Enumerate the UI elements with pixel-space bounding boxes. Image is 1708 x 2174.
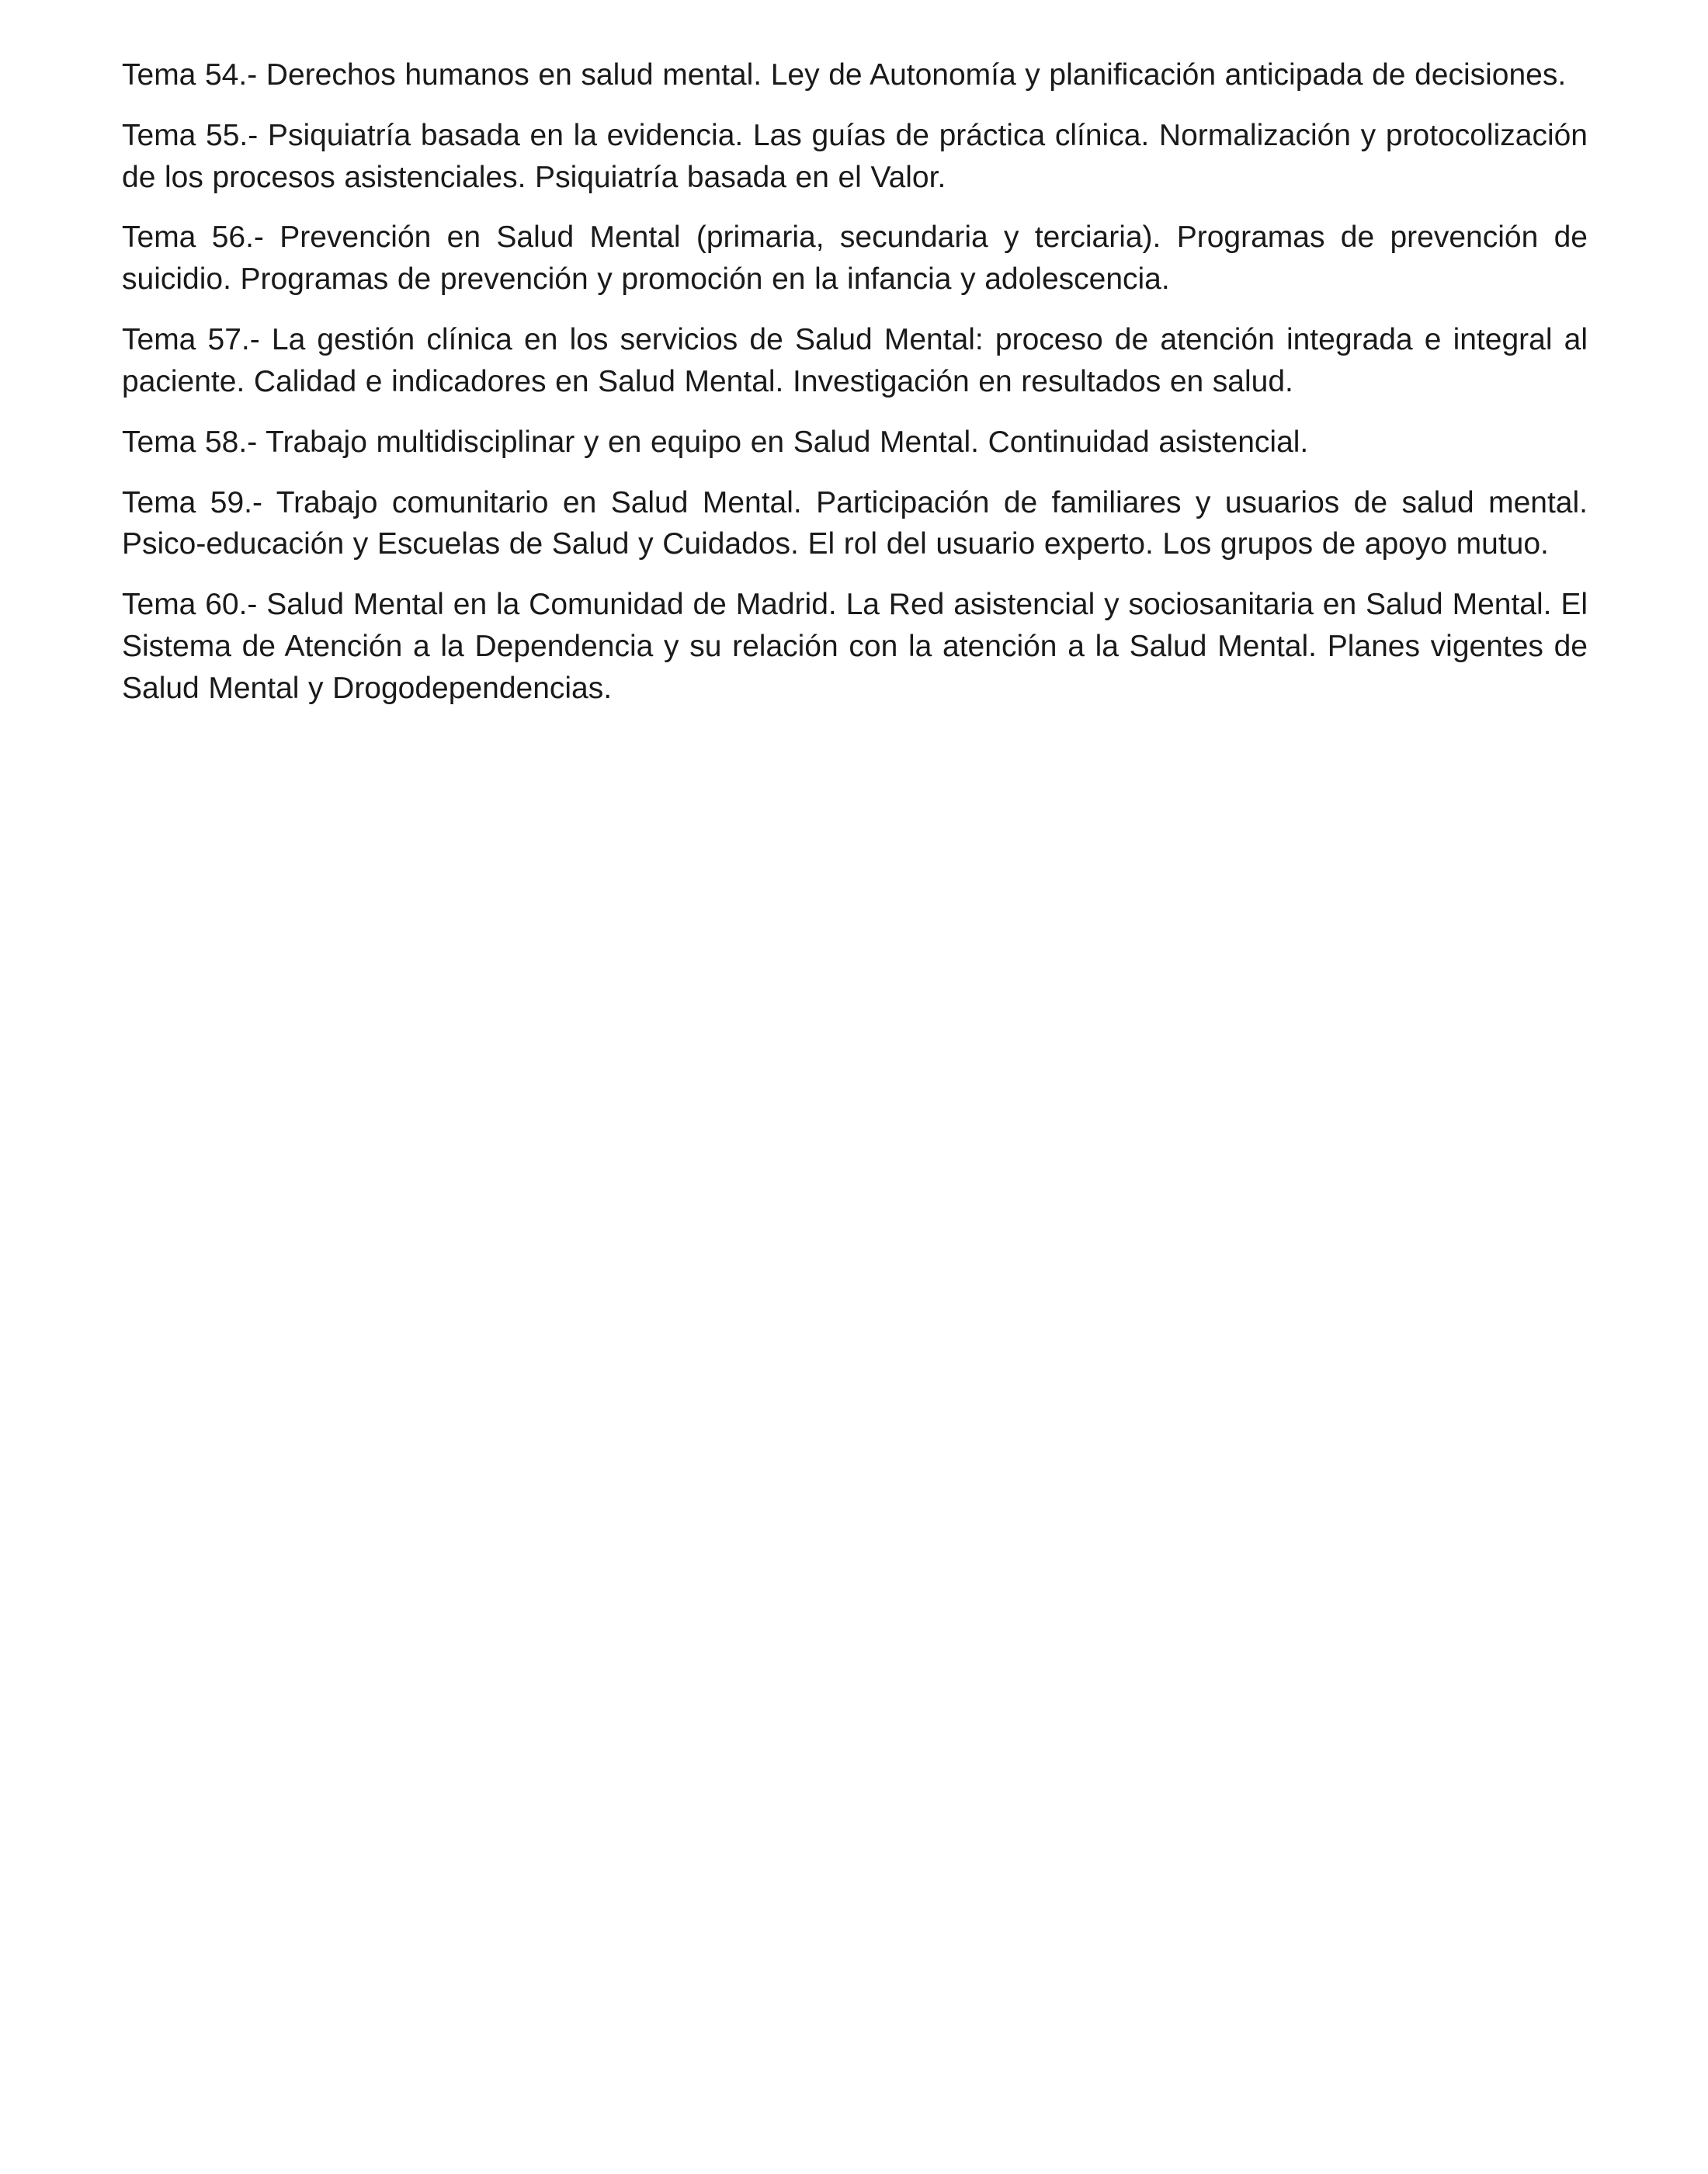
paragraph-tema-59: Tema 59.- Trabajo comunitario en Salud Mental. Participación de familiares y usuarios de salud mental. Psico-educación y Escuelas de Salud y Cuidados. El rol del usuario experto. Los grupos de apoyo mutuo. — [122, 485, 1588, 561]
document-body — [122, 54, 1588, 710]
paragraph-tema-56: Tema 56.- Prevención en Salud Mental (primaria, secundaria y terciaria). Programas de prevención de suicidio. Programas de prevención y promoción en la infancia y adolescencia. — [122, 221, 1588, 297]
paragraph-tema-54: Tema 54.- Derechos humanos en salud mental. Ley de Autonomía y planificación anticipada de decisiones. — [122, 58, 1567, 92]
paragraph-tema-60: Tema 60.- Salud Mental en la Comunidad de Madrid. La Red asistencial y sociosanitaria en Salud Mental. El Sistema de Atención a la Dependencia y su relación con la atención a la Salud Mental. Planes vigentes de Salud Mental y Drogodependencias. — [122, 588, 1588, 705]
paragraph-tema-57: Tema 57.- La gestión clínica en los servicios de Salud Mental: proceso de atención integrada e integral al paciente. Calidad e indicadores en Salud Mental. Investigación en resultados en salud. — [122, 323, 1588, 398]
paragraph-tema-55: Tema 55.- Psiquiatría basada en la evidencia. Las guías de práctica clínica. Normalización y protocolización de los procesos asistenciales. Psiquiatría basada en el Valor. — [122, 118, 1588, 194]
paragraph-tema-58: Tema 58.- Trabajo multidisciplinar y en equipo en Salud Mental. Continuidad asistencial. — [122, 425, 1309, 459]
